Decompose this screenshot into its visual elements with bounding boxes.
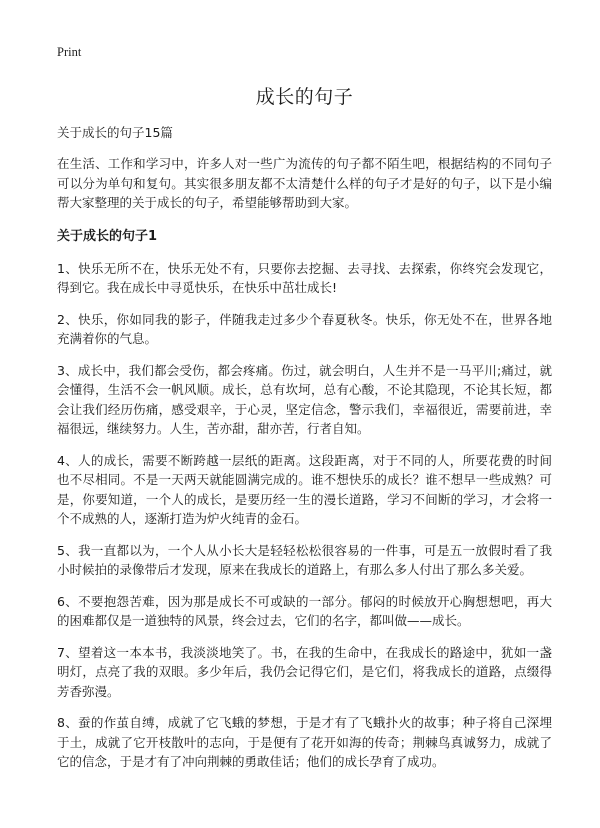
print-link[interactable]: Print: [57, 45, 82, 59]
paragraph-5: 5、我一直都以为，一个人从小长大是轻轻松松很容易的一件事，可是五一放假时看了我小时候拍的录像带后才发现，原来在我成长的道路上，有那么多人付出了那么多关爱。: [57, 542, 552, 577]
paragraph-3: 3、成长中，我们都会受伤，都会疼痛。伤过，就会明白，人生并不是一马平川;痛过，就会懂得，生活不会一帆风顺。成长，总有坎坷，总有心酸，不论其隐现，不论其长短，都会让我们经历伤痛，感受艰辛，于心灵，坚定信念，警示我们，幸福很近，需要前进，幸福很远，继续努力。人生，苦亦甜，甜亦苦，行者自知。: [57, 362, 552, 436]
section-heading: 关于成长的句子1: [57, 228, 158, 244]
intro-paragraph: 在生活、工作和学习中，许多人对一些广为流传的句子都不陌生吧，根据结构的不同句子可以分为单句和复句。其实很多朋友都不太清楚什么样的句子才是好的句子，以下是小编帮大家整理的关于成长的句子，希望能够帮助到大家。: [57, 156, 552, 210]
paragraph-4: 4、人的成长，需要不断跨越一层纸的距离。这段距离，对于不同的人，所要花费的时间也不尽相同。不是一天两天就能圆满完成的。谁不想快乐的成长？谁不想早一些成熟？可是，你要知道，一个人的成长，是要历经一生的漫长道路，学习不间断的学习，才会将一个不成熟的人，逐渐打造为炉火纯青的金石。: [57, 452, 552, 526]
paragraph-2: 2、快乐，你如同我的影子，伴随我走过多少个春夏秋冬。快乐，你无处不在，世界各地充满着你的气息。: [57, 311, 552, 346]
paragraph-1: 1、快乐无所不在，快乐无处不有，只要你去挖掘、去寻找、去探索，你终究会发现它，得到它。我在成长中寻觅快乐，在快乐中茁壮成长!: [57, 260, 552, 295]
paragraph-8: 8、蚕的作茧自缚，成就了它飞蛾的梦想，于是才有了飞蛾扑火的故事；种子将自己深埋于土，成就了它开枝散叶的志向，于是便有了花开如海的传奇；荆棘鸟真诚努力，成就了它的信念，于是才有了冲向荆棘的勇敢佳话；他们的成长孕育了成功。: [57, 715, 552, 769]
article-subtitle: 关于成长的句子15篇: [57, 125, 173, 140]
paragraph-6: 6、不要抱怨苦难，因为那是成长不可或缺的一部分。郁闷的时候放开心胸想想吧，再大的困难都仅是一道独特的风景，终会过去，它们的名字，都叫做——成长。: [57, 593, 552, 628]
paragraph-7: 7、望着这一本本书，我淡淡地笑了。书，在我的生命中，在我成长的路途中，犹如一盏明灯，点亮了我的双眼。多少年后，我仍会记得它们，是它们，将我成长的道路，点缀得芳香弥漫。: [57, 644, 552, 699]
page-title: 成长的句子: [255, 86, 354, 108]
